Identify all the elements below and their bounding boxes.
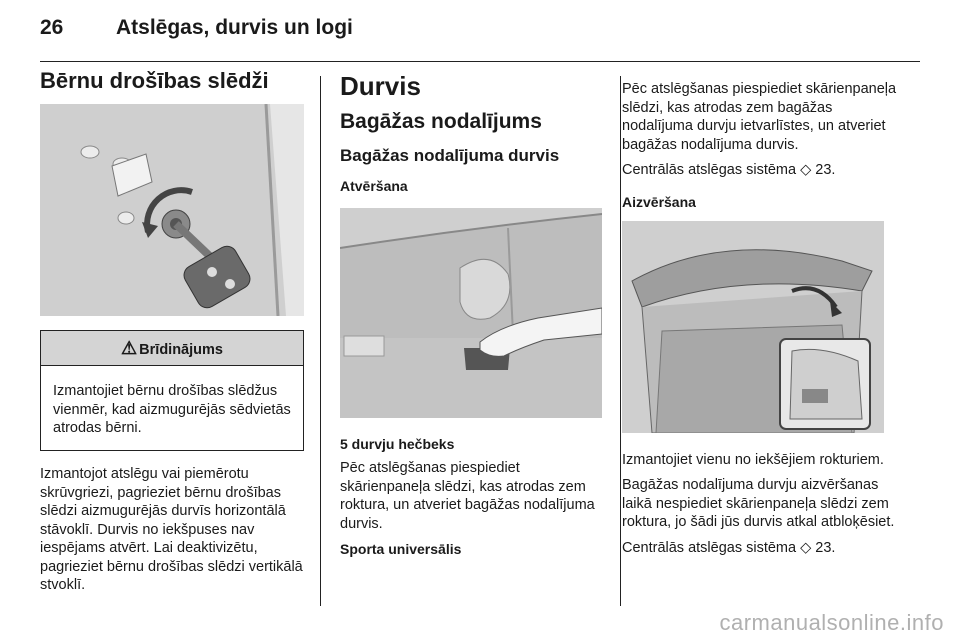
label-closing: Aizvēršana [622,193,696,210]
central-locking-reference-1: Centrālās atslēgas sistēma ◇ 23. [622,162,836,179]
column-tailgate-continued [622,80,904,564]
tailgate-hand-drawing [340,208,602,418]
label-5-door-hatchback: 5 durvju hečbeks [340,436,455,453]
section-heading-doors: Durvis [340,71,421,101]
label-sports-tourer: Sporta universālis [340,541,462,558]
section-heading-child-locks: Bērnu drošības slēdži [40,68,269,93]
door-key-drawing [40,104,304,316]
tailgate-opening-illustration [340,208,602,418]
warning-title: Brīdinājums [139,342,223,359]
page-ref-icon: ◇ [800,539,812,556]
hatchback-instructions: Pēc atslēgšanas piespiediet skārienpaneļa slēdzi, kas atrodas zem roktura, un atveriet bagāžas nodalījuma durvis. [340,460,595,532]
sports-tourer-instructions: Pēc atslēgšanas piespiediet skārienpaneļa slēdzi, kas atrodas zem bagāžas nodalījuma durvju ietvarlīstes, un atveriet bagāžas nodalījuma durvis. [622,81,897,153]
warning-box [40,330,304,451]
central-locking-reference-2: Centrālās atslēgas sistēma ◇ 23. [622,539,836,556]
column-doors [340,68,602,566]
subheading-tailgate: Bagāžas nodalījuma durvis [340,146,560,166]
page-header [40,16,920,50]
warning-text: Izmantojiet bērnu drošības slēdžus vienmēr, kad aizmugurējās sēdvietās atrodas bērni. [53,383,291,437]
page-number: 26 [40,16,64,39]
page-title: Atslēgas, durvis un logi [116,16,353,39]
warning-body [41,366,303,450]
subheading-load-compartment: Bagāžas nodalījums [340,109,542,133]
column-divider-2 [620,76,621,606]
closing-instructions-1: Izmantojiet vienu no iekšējiem rokturiem. [622,451,884,468]
child-lock-illustration [40,104,304,316]
watermark: carmanualsonline.info [719,610,944,635]
label-opening: Atvēršana [340,177,408,194]
column-divider-1 [320,76,321,606]
header-rule [40,61,920,62]
tailgate-closing-drawing [622,221,884,433]
child-lock-instructions: Izmantojot atslēgu vai piemērotu skrūvgriezi, pagrieziet bērnu drošības slēdzi aizmugurējās durvīs horizontālā stāvoklī. Durvis no iekšpuses nav iespējams atvērt. Lai deaktivizētu, pagrieziet bērnu drošības slēdzi vertikālā stvoklī. [40,466,303,594]
warning-header [41,331,303,366]
closing-instructions-2: Bagāžas nodalījuma durvju aizvēršanas laikā nespiediet skārienpaneļa slēdzi zem roktura, jo šādi jūs durvis atkal atbloķēsiet. [622,477,895,531]
page-ref-icon: ◇ [800,162,812,179]
tailgate-closing-illustration [622,221,884,433]
warning-icon: ⚠ [121,338,138,359]
column-child-locks [40,68,304,602]
